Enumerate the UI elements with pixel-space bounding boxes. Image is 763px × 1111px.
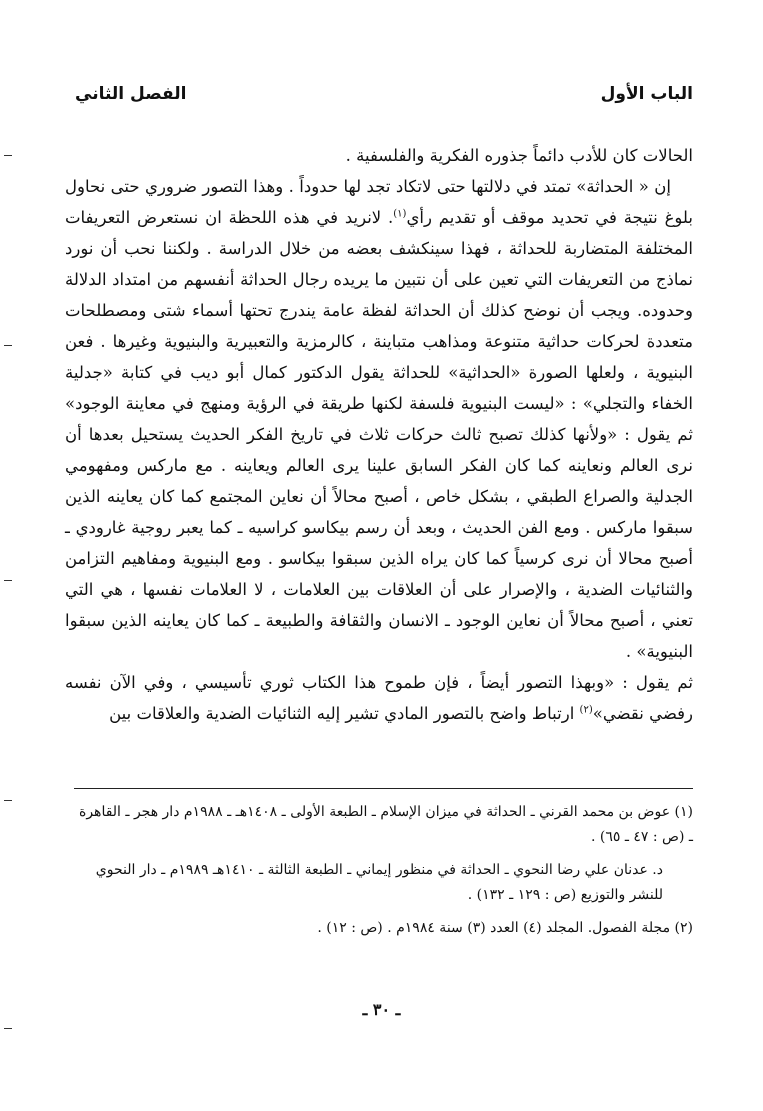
footnote-number: (٢) [674,920,693,936]
scan-margin-mark [4,580,12,581]
footnote-ref: (١) [393,208,407,220]
main-text [65,140,693,729]
footnote-ref: (٢) [579,704,593,716]
footnote [71,916,693,941]
paragraph-text: إن « الحداثة» تمتد في دلالتها حتى لاتكاد تجد لها حدوداً . وهذا التصور ضروري حتى نحاول بلوغ نتيجة في تحديد موقف أو تقديم رأي [65,177,693,227]
footnote [71,858,693,908]
paragraph-text: . لانريد في هذه اللحظة ان نستعرض التعريفات المختلفة المتضاربة للحداثة ، فهذا سينكشف بعضه من خلال الدراسة . ولكننا نحب أن نورد نماذج من التعريفات التي تعين على أن نتبين ما يريده رجال الحداثة أنفسهم من امتداد الدلالة وحدوده. ويجب أن نوضح كذلك أن الحداثة لفظة عامة يندرج تحتها أسماء شتى ومصطلحات متعددة لحركات حداثية متنوعة ومذاهب متباينة ، كالرمزية والتعبيرية والبنيوية وغيرها . فعن البنيوية ، ولعلها الصورة «الحداثية» للحداثة يقول الدكتور كمال أبو ديب في كتابة «جدلية الخفاء والتجلي» : «ليست البنيوية فلسفة لكنها طريقة في الرؤية ومنهج في معاينة الوجود» ثم يقول : «ولأنها كذلك تصبح ثالث حركات ثلاث في تاريخ الفكر الحديث يستحيل بعدها أن نرى العالم ونعاينه كما كان الفكر السابق علينا يرى العالم ويعاينه . مع ماركس ومفهومي الجدلية والصراع الطبقي ، بشكل خاص ، أصبح محالاً أن نعاين المجتمع كما كان يعاينه الذين سبقوا ماركس . ومع الفن الحديث ، وبعد أن رسم بيكاسو كراسيه ـ كما يعبر روجية غارودي ـ أصبح محالا أن نرى كرسياً كما كان يراه الذين سبقوا بيكاسو . ومع البنيوية ومفاهيم التزامن والثنائيات الضدية ، والإصرار على أن العلاقات بين العلامات ، لا العلامات نفسها ، هي التي تعني ، أصبح محالاً أن نعاين الوجود ـ الانسان والثقافة والطبيعة ـ كما كان يعاينه الذين سبقوا البنيوية» . [65,208,693,661]
page-number: ـ ٣٠ ـ [362,1000,401,1019]
paragraph [65,667,693,729]
scan-margin-mark [4,155,12,156]
footnotes [71,800,693,949]
paragraph-text: ثم يقول : «وبهذا التصور أيضاً ، فإن طموح هذا الكتاب ثوري تأسيسي ، وفي الآن نفسه رفضي نقضي» [65,673,693,723]
footnote-text: مجلة الفصول. المجلد (٤) العدد (٣) سنة ١٩٨٤م . (ص : ١٢) . [317,920,671,936]
footnote-text: د. عدنان علي رضا النحوي ـ الحداثة في منظور إيماني ـ الطبعة الثالثة ـ ١٤١٠هـ ١٩٨٩م ـ دار النحوي للنشر والتوزيع (ص : ١٢٩ ـ ١٣٢) . [95,862,663,903]
footnote [71,800,693,850]
paragraph [65,171,693,667]
chapter-title: الفصل الثاني [75,84,187,104]
scan-margin-mark [4,1028,12,1029]
footnote-text: عوض بن محمد القرني ـ الحداثة في ميزان الإسلام ـ الطبعة الأولى ـ ١٤٠٨هـ ـ ١٩٨٨م دار هجر ـ القاهرة ـ (ص : ٤٧ ـ ٦٥) . [79,804,693,845]
scan-margin-mark [4,800,12,801]
running-header [75,84,693,110]
footnote-separator [74,788,693,789]
part-title: الباب الأول [600,84,693,104]
paragraph: الحالات كان للأدب دائماً جذوره الفكرية والفلسفية . [345,146,693,165]
paragraph-text: ارتباط واضح بالتصور المادي تشير إليه الثنائيات الضدية والعلاقات بين [109,704,580,723]
scan-margin-mark [4,345,12,346]
footnote-number: (١) [674,804,693,820]
